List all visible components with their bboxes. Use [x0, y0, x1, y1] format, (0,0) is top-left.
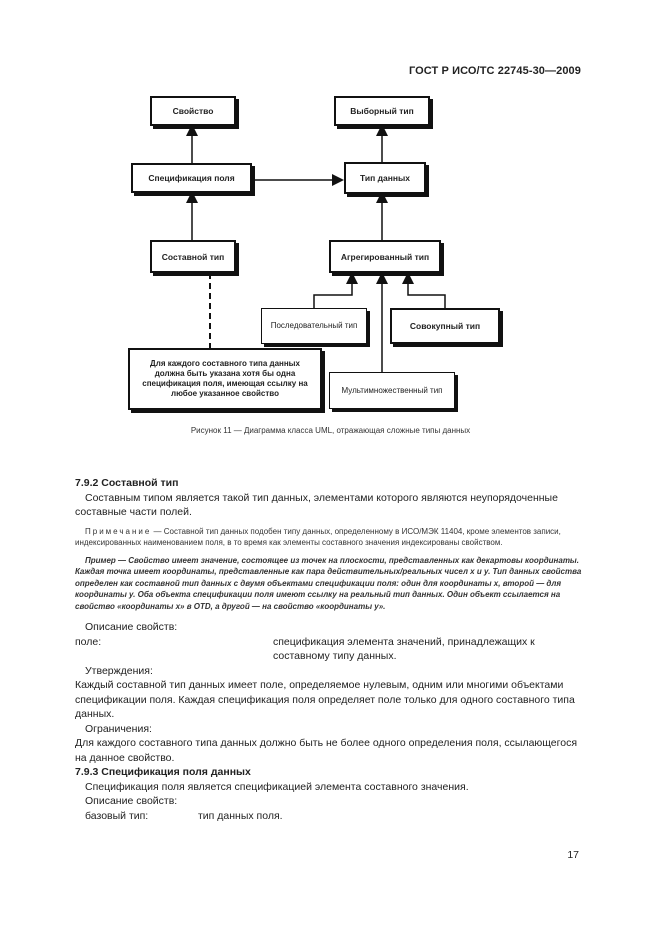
section2-paragraph: Спецификация поля является спецификацией элемента составного значения. [85, 780, 469, 793]
box-multiset-type: Мультимножественный тип [329, 372, 455, 409]
base-type-value: тип данных поля. [198, 809, 283, 822]
standard-code: ГОСТ Р ИСО/ТС 22745-30—2009 [408, 65, 581, 77]
field-key: поле: [75, 635, 102, 648]
box-sequential-type: Последовательный тип [261, 308, 367, 344]
section2-desc-label: Описание свойств: [85, 795, 178, 807]
box-selectable-type: Выборный тип [334, 96, 430, 126]
figure-caption: Рисунок 11 — Диаграмма класса UML, отражающая сложные типы данных [190, 426, 471, 435]
base-type-key: базовый тип: [85, 809, 149, 822]
example-text: — Свойство имеет значение, состоящее из точек на плоскости, представленных как декартовы координаты. Каждая точка имеет координаты, представленные как пара действительных/реальных чисел x и y. Тип данных свойства определен как составной тип данных с двумя объектами спецификации поля: один для координаты x, второй — для координаты y. Оба объекта спецификации поля имеют ссылку на реальный тип данных. Один объект ссылается на свойство «координаты x» в OTD, а другой — на свойство «координаты y». [75, 555, 582, 611]
arrow-sequential-aggregate [314, 278, 352, 308]
limits-text: Для каждого составного типа данных должно быть не более одного определения поля, ссылающегося на данное свойство. [75, 737, 578, 764]
note-text: — Составной тип данных подобен типу данных, определенному в ИСО/МЭК 11404, кроме элементов записи, индексированных наименованием поля, в то время как элементы составного значения индексированы свойством. [75, 526, 561, 547]
base-type-row [75, 809, 582, 824]
diagram-connectors [0, 0, 661, 430]
box-aggregate-type: Агрегированный тип [329, 240, 441, 273]
note-label: Примечание [85, 526, 152, 536]
example-block [75, 555, 582, 613]
assert-text: Каждый составной тип данных имеет поле, определяемое нулевым, одним или многими объектами спецификации поля. Каждая спецификация поля определяет поле только для одного составного типа данных. [75, 679, 575, 720]
box-set-type: Совокупный тип [390, 308, 500, 344]
arrow-set-aggregate [408, 278, 445, 308]
example-label: Пример [85, 555, 116, 565]
box-data-type: Тип данных [344, 162, 426, 194]
box-property: Свойство [150, 96, 236, 126]
field-value: спецификация элемента значений, принадлежащих к составному типу данных. [273, 635, 535, 662]
desc-label: Описание свойств: [85, 621, 178, 633]
box-field-spec: Спецификация поля [131, 163, 252, 193]
section-heading: 7.9.2 Составной тип [75, 477, 179, 489]
limits-label: Ограничения: [85, 722, 152, 735]
assert-label: Утверждения: [85, 664, 153, 677]
page-number: 17 [567, 849, 579, 861]
box-constraint-note: Для каждого составного типа данных должна быть указана хотя бы одна спецификация поля, имеющая ссылку на любое указанное свойство [128, 348, 322, 410]
field-def-row [75, 635, 582, 664]
paragraph: Составным типом является такой тип данных, элементами которого являются неупорядоченные составные части полей. [75, 491, 558, 518]
section-7-9-2 [75, 476, 582, 823]
section-heading-7-9-3: 7.9.3 Спецификация поля данных [75, 766, 251, 778]
note-block [75, 526, 582, 549]
box-composite-type: Составной тип [150, 240, 236, 273]
